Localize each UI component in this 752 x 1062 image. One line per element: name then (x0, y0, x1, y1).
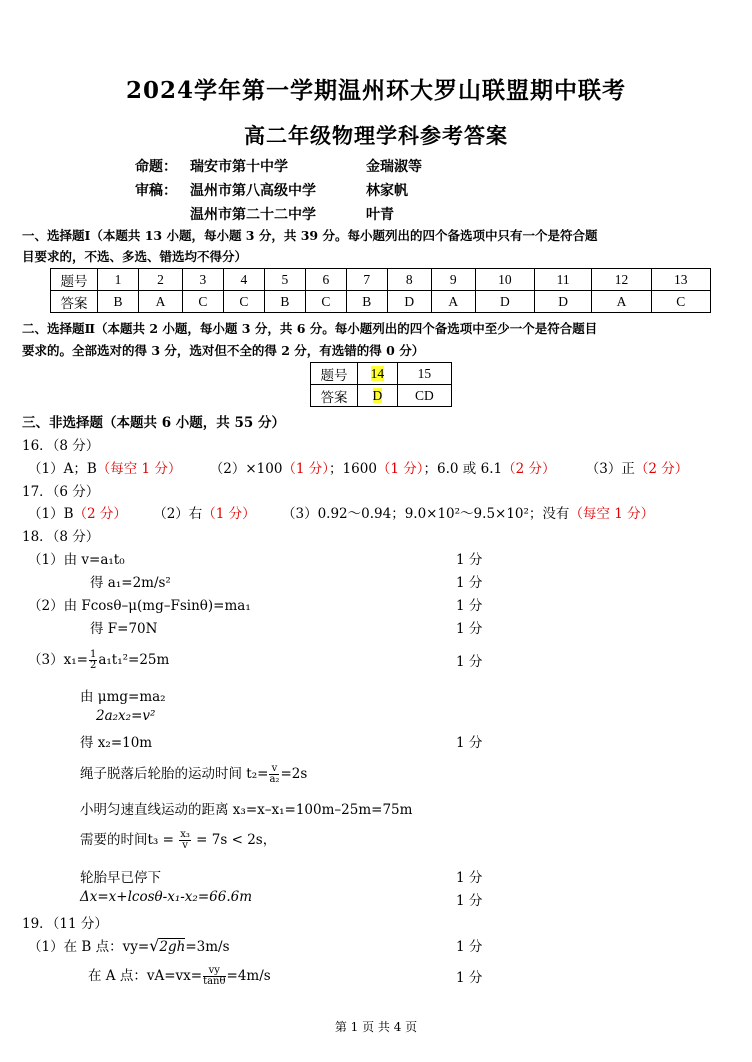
answer-cell (358, 385, 398, 407)
fraction (269, 764, 279, 785)
q18-line12: 轮胎早已停下 (80, 870, 161, 886)
q19-score1: 1 分 (456, 939, 483, 955)
page-title: 2024学年第一学期温州环大罗山联盟期中联考 (125, 77, 626, 104)
fraction-den: v (182, 840, 188, 851)
fraction-den: a₂ (269, 774, 280, 785)
answer-cell: C (305, 291, 346, 313)
q19-line1 (28, 935, 230, 955)
q18-score7: 1 分 (456, 870, 483, 886)
q18-score4: 1 分 (456, 621, 483, 637)
q18-heading: 18．（8 分） (22, 529, 100, 545)
q18-line3: （2）由 Fcosθ–μ(mg–Fsinθ)=ma₁ (28, 598, 251, 614)
q16-part2: （2）×100 (209, 461, 283, 477)
author-role-1: 命题： (135, 159, 177, 175)
q-number-cell: 4 (223, 269, 264, 291)
answer-cell: A (431, 291, 475, 313)
q16-part3: ；1600 (329, 461, 377, 477)
q-number-highlighted: 14 (370, 365, 385, 381)
answer-cell: C (651, 291, 710, 313)
q18-line4: 得 F=70N (90, 621, 158, 637)
q17-score2: （1 分） (202, 506, 256, 522)
fraction-num: 1 (89, 649, 97, 660)
q17-score1: （2 分） (73, 506, 127, 522)
table-row-numbers (51, 269, 711, 291)
q-number-cell: 8 (387, 269, 431, 291)
q19-line1-post: =3m/s (185, 939, 230, 955)
answer-cell: B (98, 291, 139, 313)
q16-score4: （2 分） (502, 461, 556, 477)
q-number-cell: 1 (98, 269, 139, 291)
q18-line11-pre: 需要的时间t₃ = (80, 832, 179, 848)
fraction (203, 966, 225, 987)
q16-heading: 16．（8 分） (22, 438, 100, 454)
fraction-den: tanθ (203, 976, 226, 987)
fraction-num: vy (203, 966, 225, 977)
answer-cell: B (346, 291, 387, 313)
q18-line1: （1）由 v=a₁t₀ (28, 552, 125, 568)
section2-heading-a: 二、选择题Ⅱ（本题共 2 小题，每小题 3 分，共 6 分。每小题列出的四个备选项中至少一个是符合题目 (22, 321, 598, 336)
section2-heading-b: 要求的。全部选对的得 3 分，选对但不全的得 2 分，有选错的得 0 分） (22, 343, 425, 358)
fraction-num: x₃ (180, 829, 190, 840)
q18-score6: 1 分 (456, 735, 483, 751)
q-number-cell: 5 (264, 269, 305, 291)
q17-heading: 17．（6 分） (22, 484, 100, 500)
q19-line2 (88, 964, 271, 987)
q18-score2: 1 分 (456, 575, 483, 591)
table-row-numbers (311, 363, 452, 385)
q16-part5: （3）正 (585, 461, 635, 477)
q17-answer-line (28, 502, 654, 522)
q18-line9-pre: 绳子脱落后轮胎的运动时间 t₂= (80, 766, 269, 782)
author-name-2: 林家帆 (366, 183, 408, 199)
q18-line5-post: a₁t₁²=25m (98, 652, 170, 668)
answer-highlighted: D (372, 387, 383, 403)
q-number-cell: 7 (346, 269, 387, 291)
q19-score2: 1 分 (456, 970, 483, 986)
q-number-cell (358, 363, 398, 385)
table-row-answers (51, 291, 711, 313)
q18-line10: 小明匀速直线运动的距离 x₃=x–x₁=100m–25m=75m (80, 802, 413, 818)
section1-answer-table (50, 268, 711, 313)
author-school-1: 瑞安市第十中学 (190, 159, 288, 175)
q-number-cell: 9 (431, 269, 475, 291)
q19-line1-pre: （1）在 B 点：vy= (28, 939, 150, 955)
q16-score3: （1 分） (376, 461, 424, 477)
q16-score1: （每空 1 分） (96, 461, 182, 477)
q-number-cell: 12 (592, 269, 651, 291)
q18-line8: 得 x₂=10m (80, 735, 153, 751)
page-footer: 第 1 页 共 4 页 (334, 1020, 418, 1034)
q-number-cell: 6 (305, 269, 346, 291)
section1-heading-a: 一、选择题Ⅰ（本题共 13 小题，每小题 3 分，共 39 分。每小题列出的四个备选项中只有一个是符合题 (22, 228, 598, 243)
row-label-question: 题号 (51, 269, 98, 291)
answer-cell: C (223, 291, 264, 313)
q18-line9-post: =2s (280, 766, 308, 782)
q18-line7: 2a₂x₂=v² (96, 708, 156, 724)
section3-heading: 三、非选择题（本题共 6 小题，共 55 分） (22, 415, 285, 431)
fraction-num: v (269, 764, 279, 775)
answer-cell: D (387, 291, 431, 313)
section2-answer-table (310, 362, 452, 407)
q16-answer-line (28, 457, 688, 477)
row-label-question: 题号 (311, 363, 358, 385)
q17-score3: （每空 1 分） (569, 506, 655, 522)
q19-heading: 19．（11 分） (22, 916, 108, 932)
sqrt-icon: √ (149, 936, 160, 955)
q18-line11-post: = 7s < 2s， (191, 832, 277, 848)
fraction (89, 650, 97, 671)
q18-line11 (80, 828, 276, 851)
answer-cell: A (138, 291, 182, 313)
q16-score2: （1 分） (282, 461, 330, 477)
author-school-3: 温州市第二十二中学 (190, 207, 316, 223)
author-name-1: 金瑞淑等 (366, 159, 422, 175)
q-number-cell: 2 (138, 269, 182, 291)
q18-score8: 1 分 (456, 893, 483, 909)
q18-line5-pre: （3）x₁= (28, 652, 88, 668)
q18-score1: 1 分 (456, 552, 483, 568)
q-number-cell: 11 (535, 269, 592, 291)
q17-part1: （1）B (28, 506, 74, 522)
q-number-cell: 15 (397, 363, 451, 385)
q17-part2: （2）右 (153, 506, 203, 522)
q18-line6: 由 μmg=ma₂ (80, 689, 166, 705)
row-label-answer: 答案 (51, 291, 98, 313)
q18-line5 (28, 648, 169, 671)
q-number-cell: 13 (651, 269, 710, 291)
q18-score3: 1 分 (456, 598, 483, 614)
q-number-cell: 3 (182, 269, 223, 291)
answer-cell: D (475, 291, 534, 313)
q-number-cell: 10 (475, 269, 534, 291)
q16-part4: ；6.0 或 6.1 (423, 461, 503, 477)
answer-cell: B (264, 291, 305, 313)
author-role-2: 审稿： (135, 183, 177, 199)
page-subtitle: 高二年级物理学科参考答案 (244, 123, 508, 148)
fraction (179, 830, 191, 851)
q18-line9 (80, 762, 307, 785)
table-row-answers (311, 385, 452, 407)
q18-score5: 1 分 (456, 654, 483, 670)
answer-cell: CD (397, 385, 451, 407)
answer-cell: C (182, 291, 223, 313)
q19-line2-post: =4m/s (226, 968, 271, 984)
fraction-den: 2 (89, 660, 97, 671)
q16-score5: （2 分） (634, 461, 689, 477)
answer-cell: D (535, 291, 592, 313)
q19-radicand: 2gh (159, 939, 186, 955)
q18-line13: Δx=x+lcosθ-x₁-x₂=66.6m (80, 889, 253, 905)
q16-part1: （1）A；B (28, 461, 97, 477)
q18-line2: 得 a₁=2m/s² (90, 575, 171, 591)
author-name-3: 叶青 (366, 207, 394, 223)
q19-line2-pre: 在 A 点：vA=vx= (88, 968, 203, 984)
author-school-2: 温州市第八高级中学 (190, 183, 316, 199)
q17-part3: （3）0.92～0.94；9.0×10²～9.5×10²；没有 (281, 506, 570, 522)
section1-heading-b: 目要求的，不选、多选、错选均不得分） (22, 249, 248, 264)
row-label-answer: 答案 (311, 385, 358, 407)
answer-cell: A (592, 291, 651, 313)
